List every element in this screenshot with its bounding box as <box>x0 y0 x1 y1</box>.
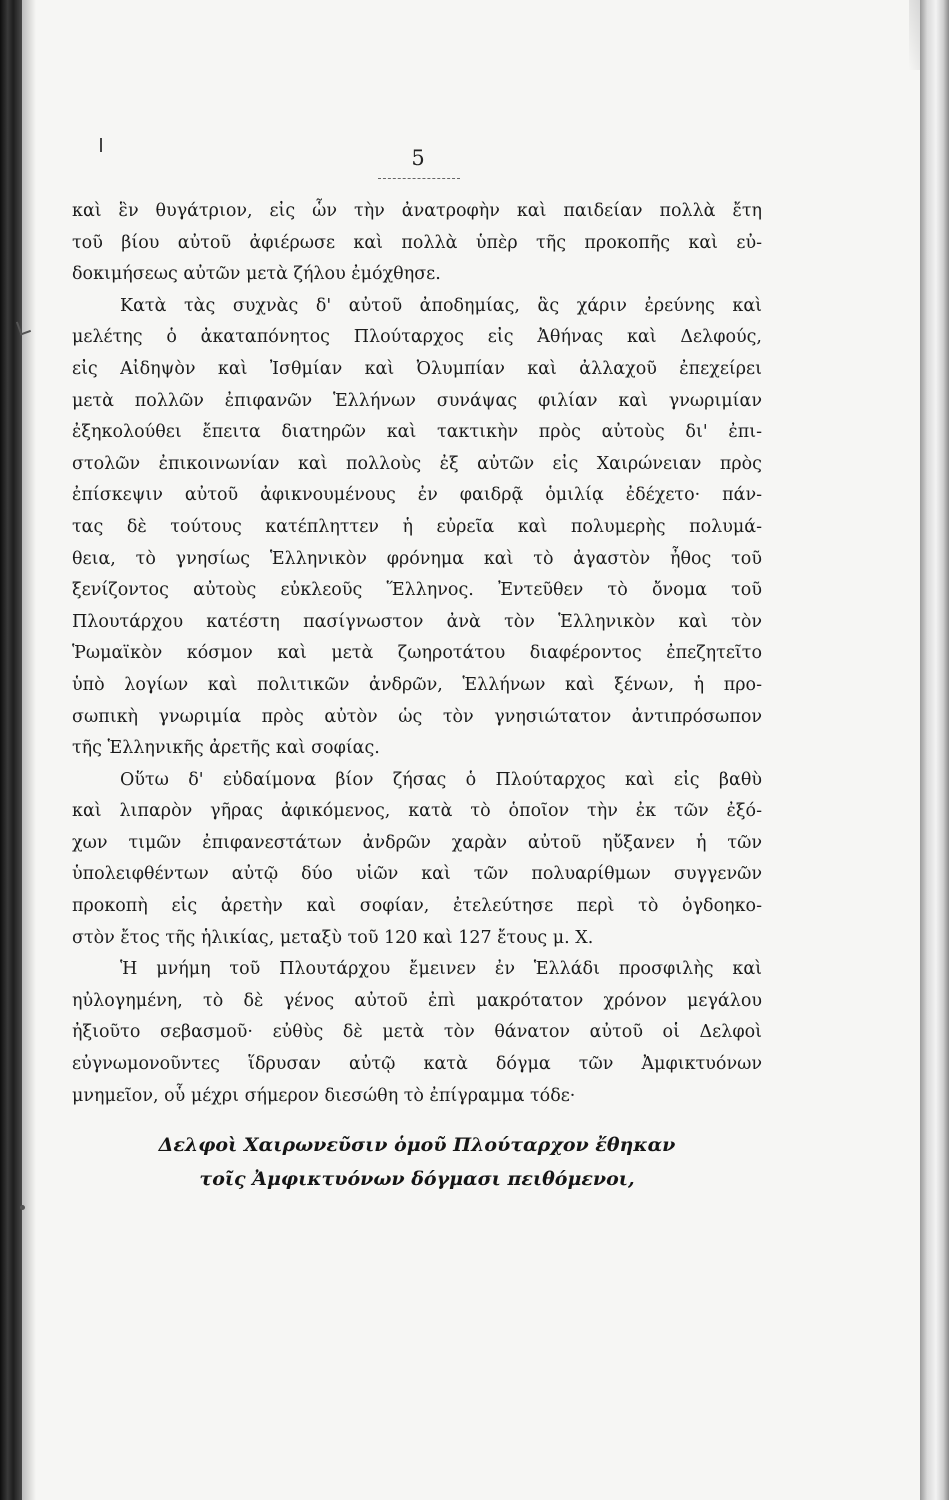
text-line: εἰς Αἰδηψὸν καὶ Ἰσθμίαν καὶ Ὀλυμπίαν καὶ ἀλλαχοῦ ἐπεχείρει <box>72 358 762 379</box>
epigram-line: τοῖς Ἀμφικτυόνων δόγμασι πειθόμενοι, <box>199 1168 635 1190</box>
text-line: στὸν ἔτος τῆς ἡλικίας, μεταξὺ τοῦ 120 καὶ 127 ἔτους μ. Χ. <box>72 927 594 948</box>
page-gutter-shadow <box>22 0 36 1500</box>
text-line: ὑπολειφθέντων αὐτῷ δύο υἱῶν καὶ τῶν πολυαρίθμων συγγενῶν <box>72 864 762 885</box>
epigram-line: Δελφοὶ Χαιρωνεῦσιν ὁμοῦ Πλούταρχον ἔθηκαν <box>158 1134 676 1156</box>
text-line: μετὰ πολλῶν ἐπιφανῶν Ἑλλήνων συνάψας φιλίαν καὶ γνωριμίαν <box>72 390 762 411</box>
text-line: χων τιμῶν ἐπιφανεστάτων ἀνδρῶν χαρὰν αὐτοῦ ηὔξανεν ἡ τῶν <box>72 832 762 853</box>
text-line: Πλουτάρχου κατέστη πασίγνωστον ἀνὰ τὸν Ἑλληνικὸν καὶ τὸν <box>72 611 762 632</box>
left-book-edge <box>0 0 22 1500</box>
text-line: Κατὰ τὰς συχνὰς δ' αὐτοῦ ἀποδημίας, ἃς χάριν ἐρεύνης καὶ <box>120 295 762 316</box>
text-line: ηὐλογημένη, τὸ δὲ γένος αὐτοῦ ἐπὶ μακρότατον χρόνον μεγάλου <box>72 990 762 1011</box>
text-line: δοκιμήσεως αὐτῶν μετὰ ζήλου ἐμόχθησε. <box>72 264 441 285</box>
body-text <box>72 196 762 1112</box>
margin-dot-mark <box>20 1205 25 1210</box>
right-page-stack-edge <box>920 0 949 1500</box>
text-line: ἠξιοῦτο σεβασμοῦ· εὐθὺς δὲ μετὰ τὸν θάνατον αὐτοῦ οἱ Δελφοὶ <box>72 1022 762 1043</box>
text-line: Ῥωμαϊκὸν κόσμον καὶ μετὰ ζωηροτάτου διαφέροντος ἐπεζητεῖτο <box>72 643 762 664</box>
text-line: στολῶν ἐπικοινωνίαν καὶ πολλοὺς ἐξ αὐτῶν εἰς Χαιρώνειαν πρὸς <box>72 453 762 474</box>
text-line: Οὕτω δ' εὐδαίμονα βίον ζήσας ὁ Πλούταρχος καὶ εἰς βαθὺ <box>120 769 762 790</box>
margin-tick-mark <box>100 138 102 152</box>
text-line: μελέτης ὁ ἀκαταπόνητος Πλούταρχος εἰς Ἀθήνας καὶ Δελφούς, <box>72 327 762 348</box>
text-line: καὶ λιπαρὸν γῆρας ἀφικόμενος, κατὰ τὸ ὁποῖον τὴν ἐκ τῶν ἐξό- <box>72 801 762 822</box>
text-line: ξενίζοντος αὐτοὺς εὐκλεοῦς Ἕλληνος. Ἐντεῦθεν τὸ ὄνομα τοῦ <box>72 580 762 601</box>
text-line: Ἡ μνήμη τοῦ Πλουτάρχου ἔμεινεν ἐν Ἑλλάδι προσφιλὴς καὶ <box>120 959 762 980</box>
page-number: 5 <box>411 146 425 170</box>
text-line: τοῦ βίου αὐτοῦ ἀφιέρωσε καὶ πολλὰ ὑπὲρ τῆς προκοπῆς καὶ εὐ- <box>72 232 762 253</box>
page-number-rule <box>378 178 460 179</box>
text-line: σωπικὴ γνωριμία πρὸς αὐτὸν ὡς τὸν γνησιώτατον ἀντιπρόσωπον <box>72 706 762 727</box>
text-line: θεια, τὸ γνησίως Ἑλληνικὸν φρόνημα καὶ τὸ ἀγαστὸν ἦθος τοῦ <box>72 548 762 569</box>
text-line: καὶ ἓν θυγάτριον, εἰς ὧν τὴν ἀνατροφὴν καὶ παιδείαν πολλὰ ἔτη <box>72 201 762 221</box>
text-line: τῆς Ἑλληνικῆς ἀρετῆς καὶ σοφίας. <box>72 738 380 759</box>
text-line: τας δὲ τούτους κατέπληττεν ἡ εὐρεῖα καὶ πολυμερὴς πολυμά- <box>72 516 762 537</box>
text-line: μνημεῖον, οὗ μέχρι σήμερον διεσώθη τὸ ἐπίγραμμα τόδε· <box>72 1085 576 1106</box>
text-line: ἐπίσκεψιν αὐτοῦ ἀφικνουμένους ἐν φαιδρᾷ ὁμιλίᾳ ἐδέχετο· πάν- <box>72 485 762 506</box>
text-line: εὐγνωμονοῦντες ἵδρυσαν αὐτῷ κατὰ δόγμα τῶν Ἀμφικτυόνων <box>72 1054 762 1075</box>
text-line: ὑπὸ λογίων καὶ πολιτικῶν ἀνδρῶν, Ἑλλήνων καὶ ξένων, ἡ προ- <box>72 674 762 695</box>
text-line: προκοπὴ εἰς ἀρετὴν καὶ σοφίαν, ἐτελεύτησε περὶ τὸ ὀγδοηκο- <box>72 896 762 917</box>
text-line: ἐξηκολούθει ἔπειτα διατηρῶν καὶ τακτικὴν πρὸς αὐτοὺς δι' ἐπι- <box>72 422 762 443</box>
epigram <box>72 1128 762 1196</box>
